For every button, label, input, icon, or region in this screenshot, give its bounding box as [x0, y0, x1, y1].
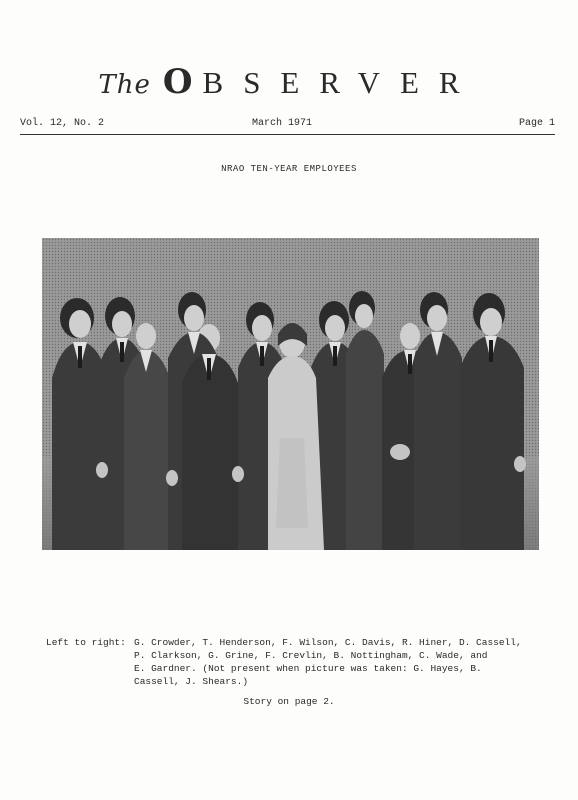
page-number: Page 1 [518, 118, 555, 129]
issue-line [20, 116, 555, 135]
masthead [0, 62, 578, 102]
photo-heading: NRAO TEN-YEAR EMPLOYEES [221, 164, 357, 174]
masthead-title-rest: BSERVER [202, 65, 480, 100]
group-photo [42, 238, 539, 550]
names-list: G. Crowder, T. Henderson, F. Wilson, C. Davis, R. Hiner, D. Cassell, P. Clarkson, G. Grine, F. Crevlin, B. Nottingham, C. Wade, and E. Gardner. (Not present when picture was taken: G. Hayes, B. Cassell, J. Shears.) [134, 637, 522, 687]
names-label: Left to right: [46, 637, 126, 648]
issue-date: March 1971 [252, 118, 313, 129]
volume-number: Vol. 12, No. 2 [20, 118, 105, 129]
masthead-the: The [98, 70, 151, 100]
masthead-first-letter: O [162, 62, 193, 102]
story-reference: Story on page 2. [243, 696, 335, 707]
